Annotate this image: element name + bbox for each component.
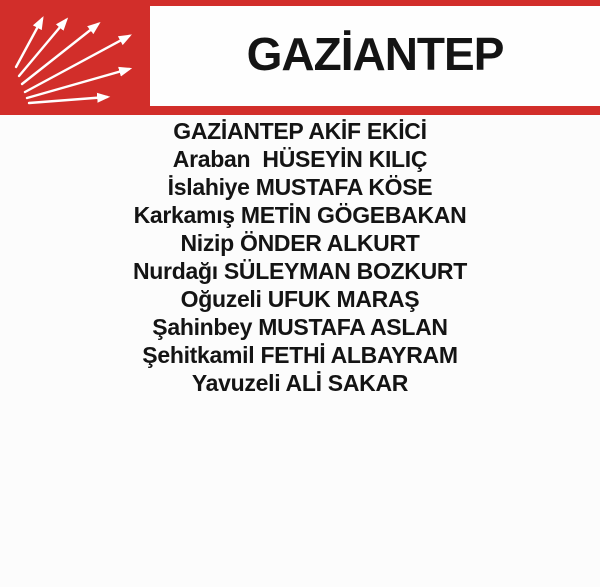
candidate-name: MUSTAFA KÖSE <box>255 174 433 200</box>
district-label: Nizip <box>180 230 234 256</box>
province-title: GAZİANTEP <box>246 28 504 80</box>
district-label: İslahiye <box>167 174 250 200</box>
candidate-name: SÜLEYMAN BOZKURT <box>223 258 467 284</box>
candidate-row <box>0 201 600 229</box>
district-label: Oğuzeli <box>180 286 262 312</box>
candidate-name: FETHİ ALBAYRAM <box>260 342 458 368</box>
candidate-list <box>0 117 600 397</box>
candidate-row <box>0 229 600 257</box>
candidate-row <box>0 117 600 145</box>
candidate-row <box>0 285 600 313</box>
district-label: Şahinbey <box>152 314 253 340</box>
title-panel <box>150 6 600 106</box>
candidate-row <box>0 145 600 173</box>
candidate-name: MUSTAFA ASLAN <box>258 314 448 340</box>
candidate-row <box>0 369 600 397</box>
district-label: Şehitkamil <box>142 342 255 368</box>
district-label: Karkamış <box>133 202 235 228</box>
candidate-name: HÜSEYİN KILIÇ <box>262 146 428 172</box>
candidate-row <box>0 313 600 341</box>
district-label: Araban <box>172 146 257 172</box>
candidate-name: METİN GÖGEBAKAN <box>240 202 467 228</box>
six-arrows-icon <box>0 0 150 115</box>
candidate-row <box>0 257 600 285</box>
candidate-name: AKİF EKİCİ <box>308 118 427 144</box>
candidate-row <box>0 341 600 369</box>
district-label: Yavuzeli <box>191 370 281 396</box>
candidate-name: ÖNDER ALKURT <box>240 230 420 256</box>
candidate-name: UFUK MARAŞ <box>267 286 420 312</box>
candidate-name: ALİ SAKAR <box>285 370 409 396</box>
district-label: Nurdağı <box>133 258 218 284</box>
header-banner <box>0 0 600 115</box>
district-label: GAZİANTEP <box>173 118 304 144</box>
candidate-row <box>0 173 600 201</box>
chp-six-arrows-logo <box>0 0 150 115</box>
